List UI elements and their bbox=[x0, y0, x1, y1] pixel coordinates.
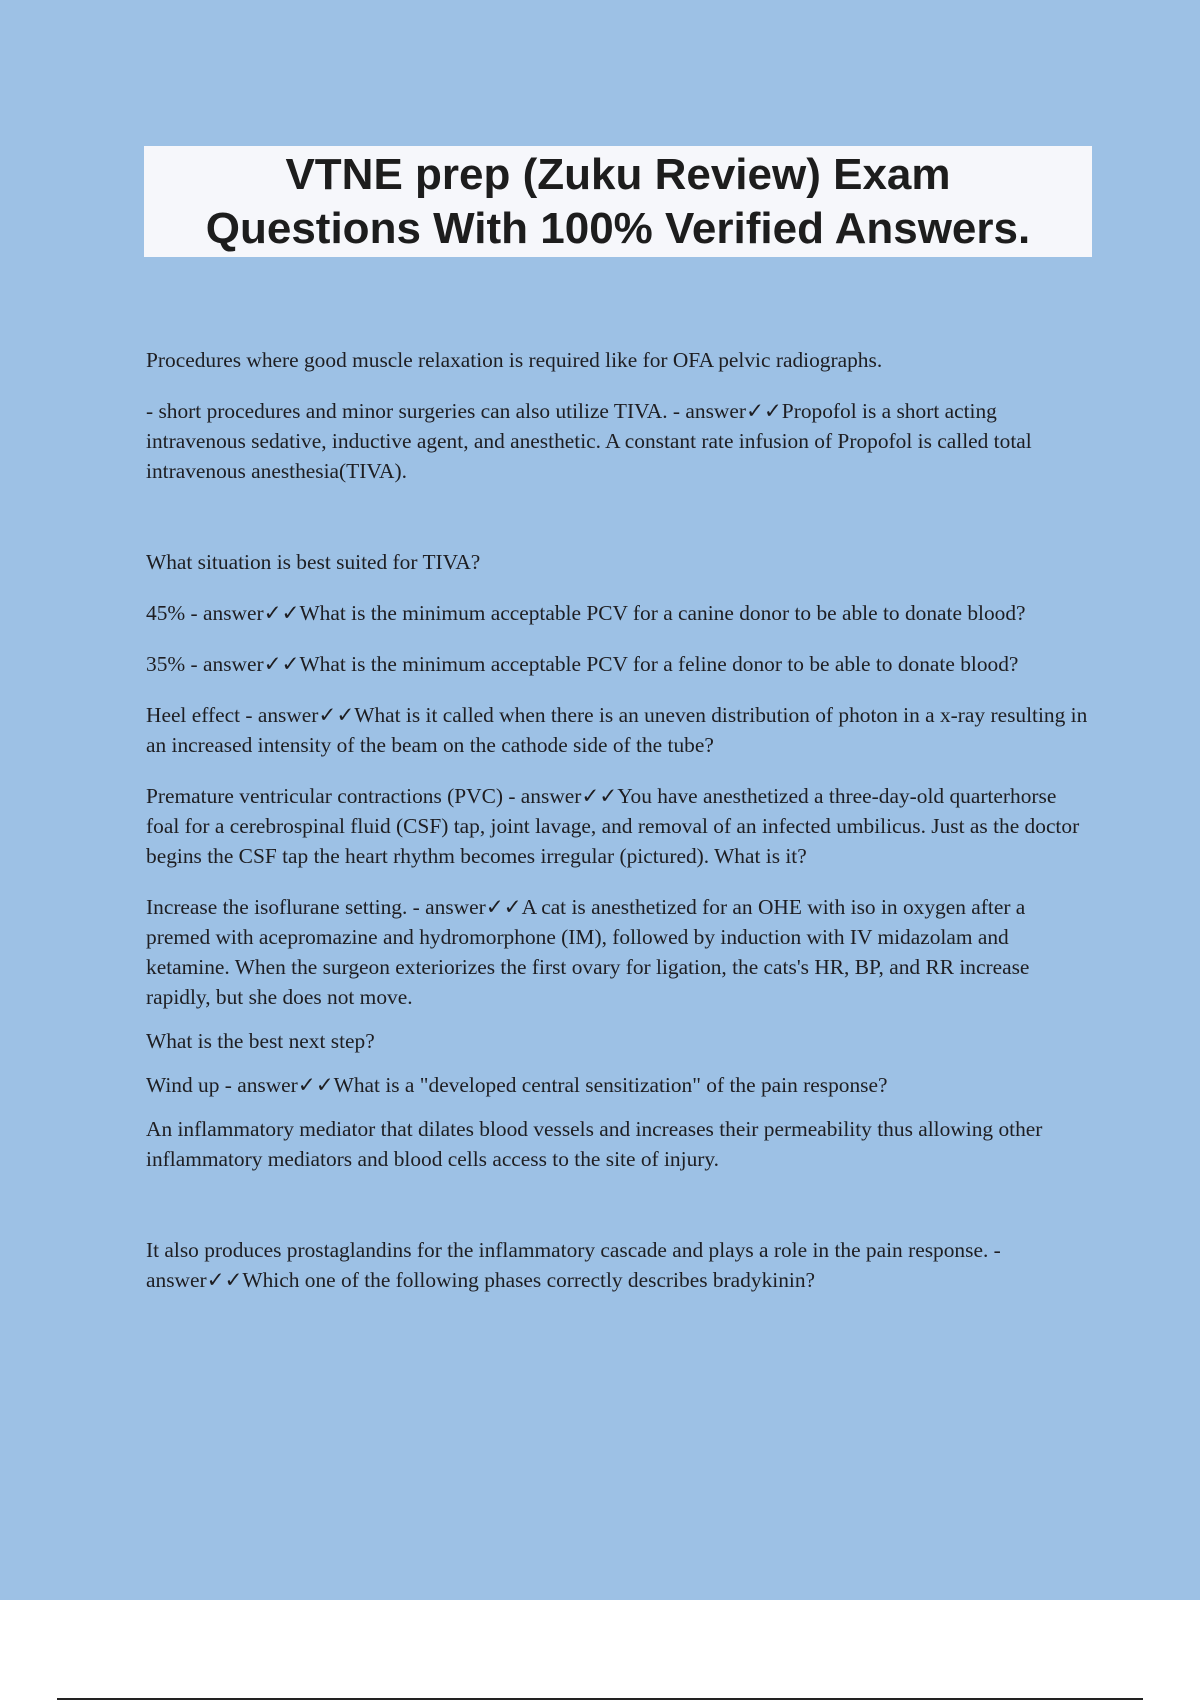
paragraph-inflammatory-mediator: An inflammatory mediator that dilates blood vessels and increases their permeability thus allowing other inflammatory mediators and blood cells access to the site of injury. bbox=[146, 1117, 1043, 1171]
paragraph-tiva-propofol: - short procedures and minor surgeries can also utilize TIVA. - answer✓✓Propofol is a short acting intravenous sedative, inductive agent, and anesthetic. A constant rate infusion of Propofol is called total intravenous anesthesia(TIVA). bbox=[146, 399, 1032, 483]
title-banner bbox=[144, 146, 1092, 257]
paragraph-isoflurane: Increase the isoflurane setting. - answer✓✓A cat is anesthetized for an OHE with iso in oxygen after a premed with acepromazine and hydromorphone (IM), followed by induction with IV midazolam and ketamine. When the surgeon exteriorizes the first ovary for ligation, the cats's HR, BP, and RR increase rapidly, but she does not move. bbox=[146, 895, 1030, 1009]
paragraph-next-step: What is the best next step? bbox=[146, 1029, 375, 1053]
paragraph-pvc-foal: Premature ventricular contractions (PVC) - answer✓✓You have anesthetized a three-day-old quarterhorse foal for a cerebrospinal fluid (CSF) tap, joint lavage, and removal of an infected umbilicus. Just as the doctor begins the CSF tap the heart rhythm becomes irregular (pictured). What is it? bbox=[146, 784, 1080, 868]
paragraph-canine-pcv: 45% - answer✓✓What is the minimum acceptable PCV for a canine donor to be able to donate blood? bbox=[146, 601, 1026, 625]
document-body bbox=[146, 345, 1091, 1316]
paragraph-feline-pcv: 35% - answer✓✓What is the minimum acceptable PCV for a feline donor to be able to donate blood? bbox=[146, 652, 1019, 676]
paragraph-bradykinin: It also produces prostaglandins for the inflammatory cascade and plays a role in the pain response. - answer✓✓Which one of the following phases correctly describes bradykinin? bbox=[146, 1238, 1001, 1292]
paragraph-heel-effect: Heel effect - answer✓✓What is it called when there is an uneven distribution of photon in a x-ray resulting in an increased intensity of the beam on the cathode side of the tube? bbox=[146, 703, 1088, 757]
paragraph-wind-up: Wind up - answer✓✓What is a "developed central sensitization" of the pain response? bbox=[146, 1073, 888, 1097]
paragraph-ofa-radiographs: Procedures where good muscle relaxation is required like for OFA pelvic radiographs. bbox=[146, 348, 883, 372]
paragraph-tiva-question: What situation is best suited for TIVA? bbox=[146, 550, 481, 574]
document-title: VTNE prep (Zuku Review) Exam Questions With 100% Verified Answers. bbox=[205, 149, 1031, 253]
